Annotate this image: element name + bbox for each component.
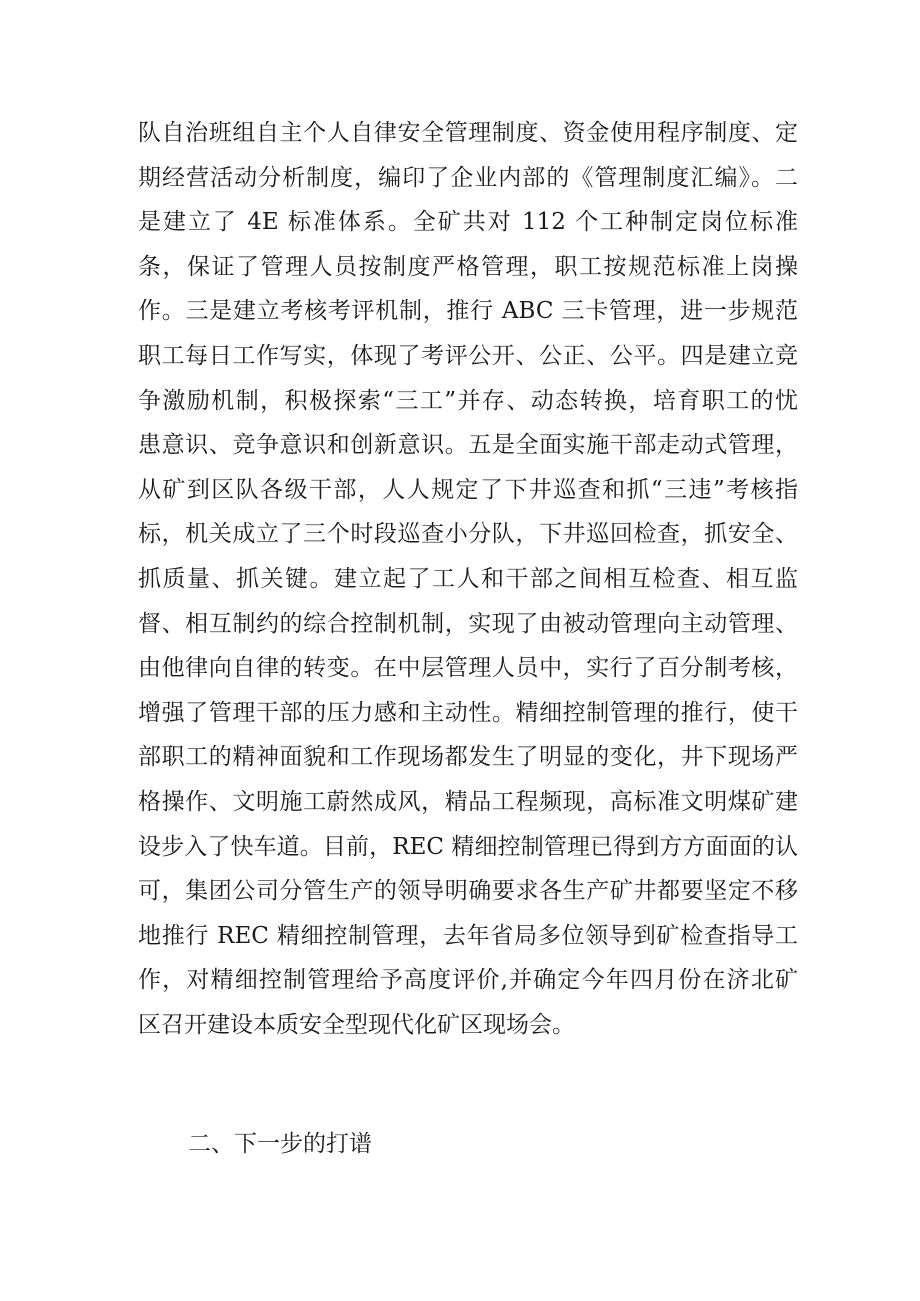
body-paragraph: [138, 111, 798, 1047]
paragraph-line: 增强了管理干部的压力感和主动性。精细控制管理的推行，使干: [138, 699, 798, 726]
paragraph-line: 抓质量、抓关键。建立起了工人和干部之间相互检查、相互监: [138, 565, 798, 592]
paragraph-line: 期经营活动分析制度，编印了企业内部的《管理制度汇编》。二: [138, 164, 798, 191]
paragraph-line: 从矿到区队各级干部，人人规定了下井巡查和抓“三违”考核指: [138, 476, 798, 503]
paragraph-line: 部职工的精神面貌和工作现场都发生了明显的变化，井下现场严: [138, 744, 798, 771]
paragraph-line: 地推行 REC 精细控制管理，去年省局多位领导到矿检查指导工: [138, 922, 798, 949]
paragraph-line: 由他律向自律的转变。在中层管理人员中，实行了百分制考核，: [138, 655, 798, 682]
section-heading: 二、下一步的打谱: [188, 1131, 372, 1157]
paragraph-line: 格操作、文明施工蔚然成风，精品工程频现，高标准文明煤矿建: [138, 788, 798, 815]
paragraph-line: 设步入了快车道。目前，REC 精细控制管理已得到方方面面的认: [138, 833, 798, 860]
paragraph-line: 患意识、竞争意识和创新意识。五是全面实施干部走动式管理，: [138, 432, 798, 459]
paragraph-line: 条，保证了管理人员按制度严格管理，职工按规范标准上岗操: [138, 253, 798, 280]
paragraph-line: 作，对精细控制管理给予高度评价,并确定今年四月份在济北矿: [138, 967, 798, 994]
paragraph-line: 职工每日工作写实，体现了考评公开、公正、公平。四是建立竞: [138, 342, 798, 369]
paragraph-line: 争激励机制，积极探索“三工”并存、动态转换，培育职工的忧: [138, 387, 798, 414]
paragraph-line: 督、相互制约的综合控制机制，实现了由被动管理向主动管理、: [138, 610, 798, 637]
paragraph-line: 可，集团公司分管生产的领导明确要求各生产矿井都要坚定不移: [138, 878, 798, 905]
paragraph-line: 是建立了 4E 标准体系。全矿共对 112 个工种制定岗位标准: [138, 209, 798, 236]
paragraph-last-line: 区召开建设本质安全型现代化矿区现场会。: [138, 1011, 575, 1038]
paragraph-line: 作。三是建立考核考评机制，推行 ABC 三卡管理，进一步规范: [138, 298, 798, 325]
paragraph-line: 队自治班组自主个人自律安全管理制度、资金使用程序制度、定: [138, 120, 798, 146]
paragraph-line: 标，机关成立了三个时段巡查小分队，下井巡回检查，抓安全、: [138, 521, 798, 548]
